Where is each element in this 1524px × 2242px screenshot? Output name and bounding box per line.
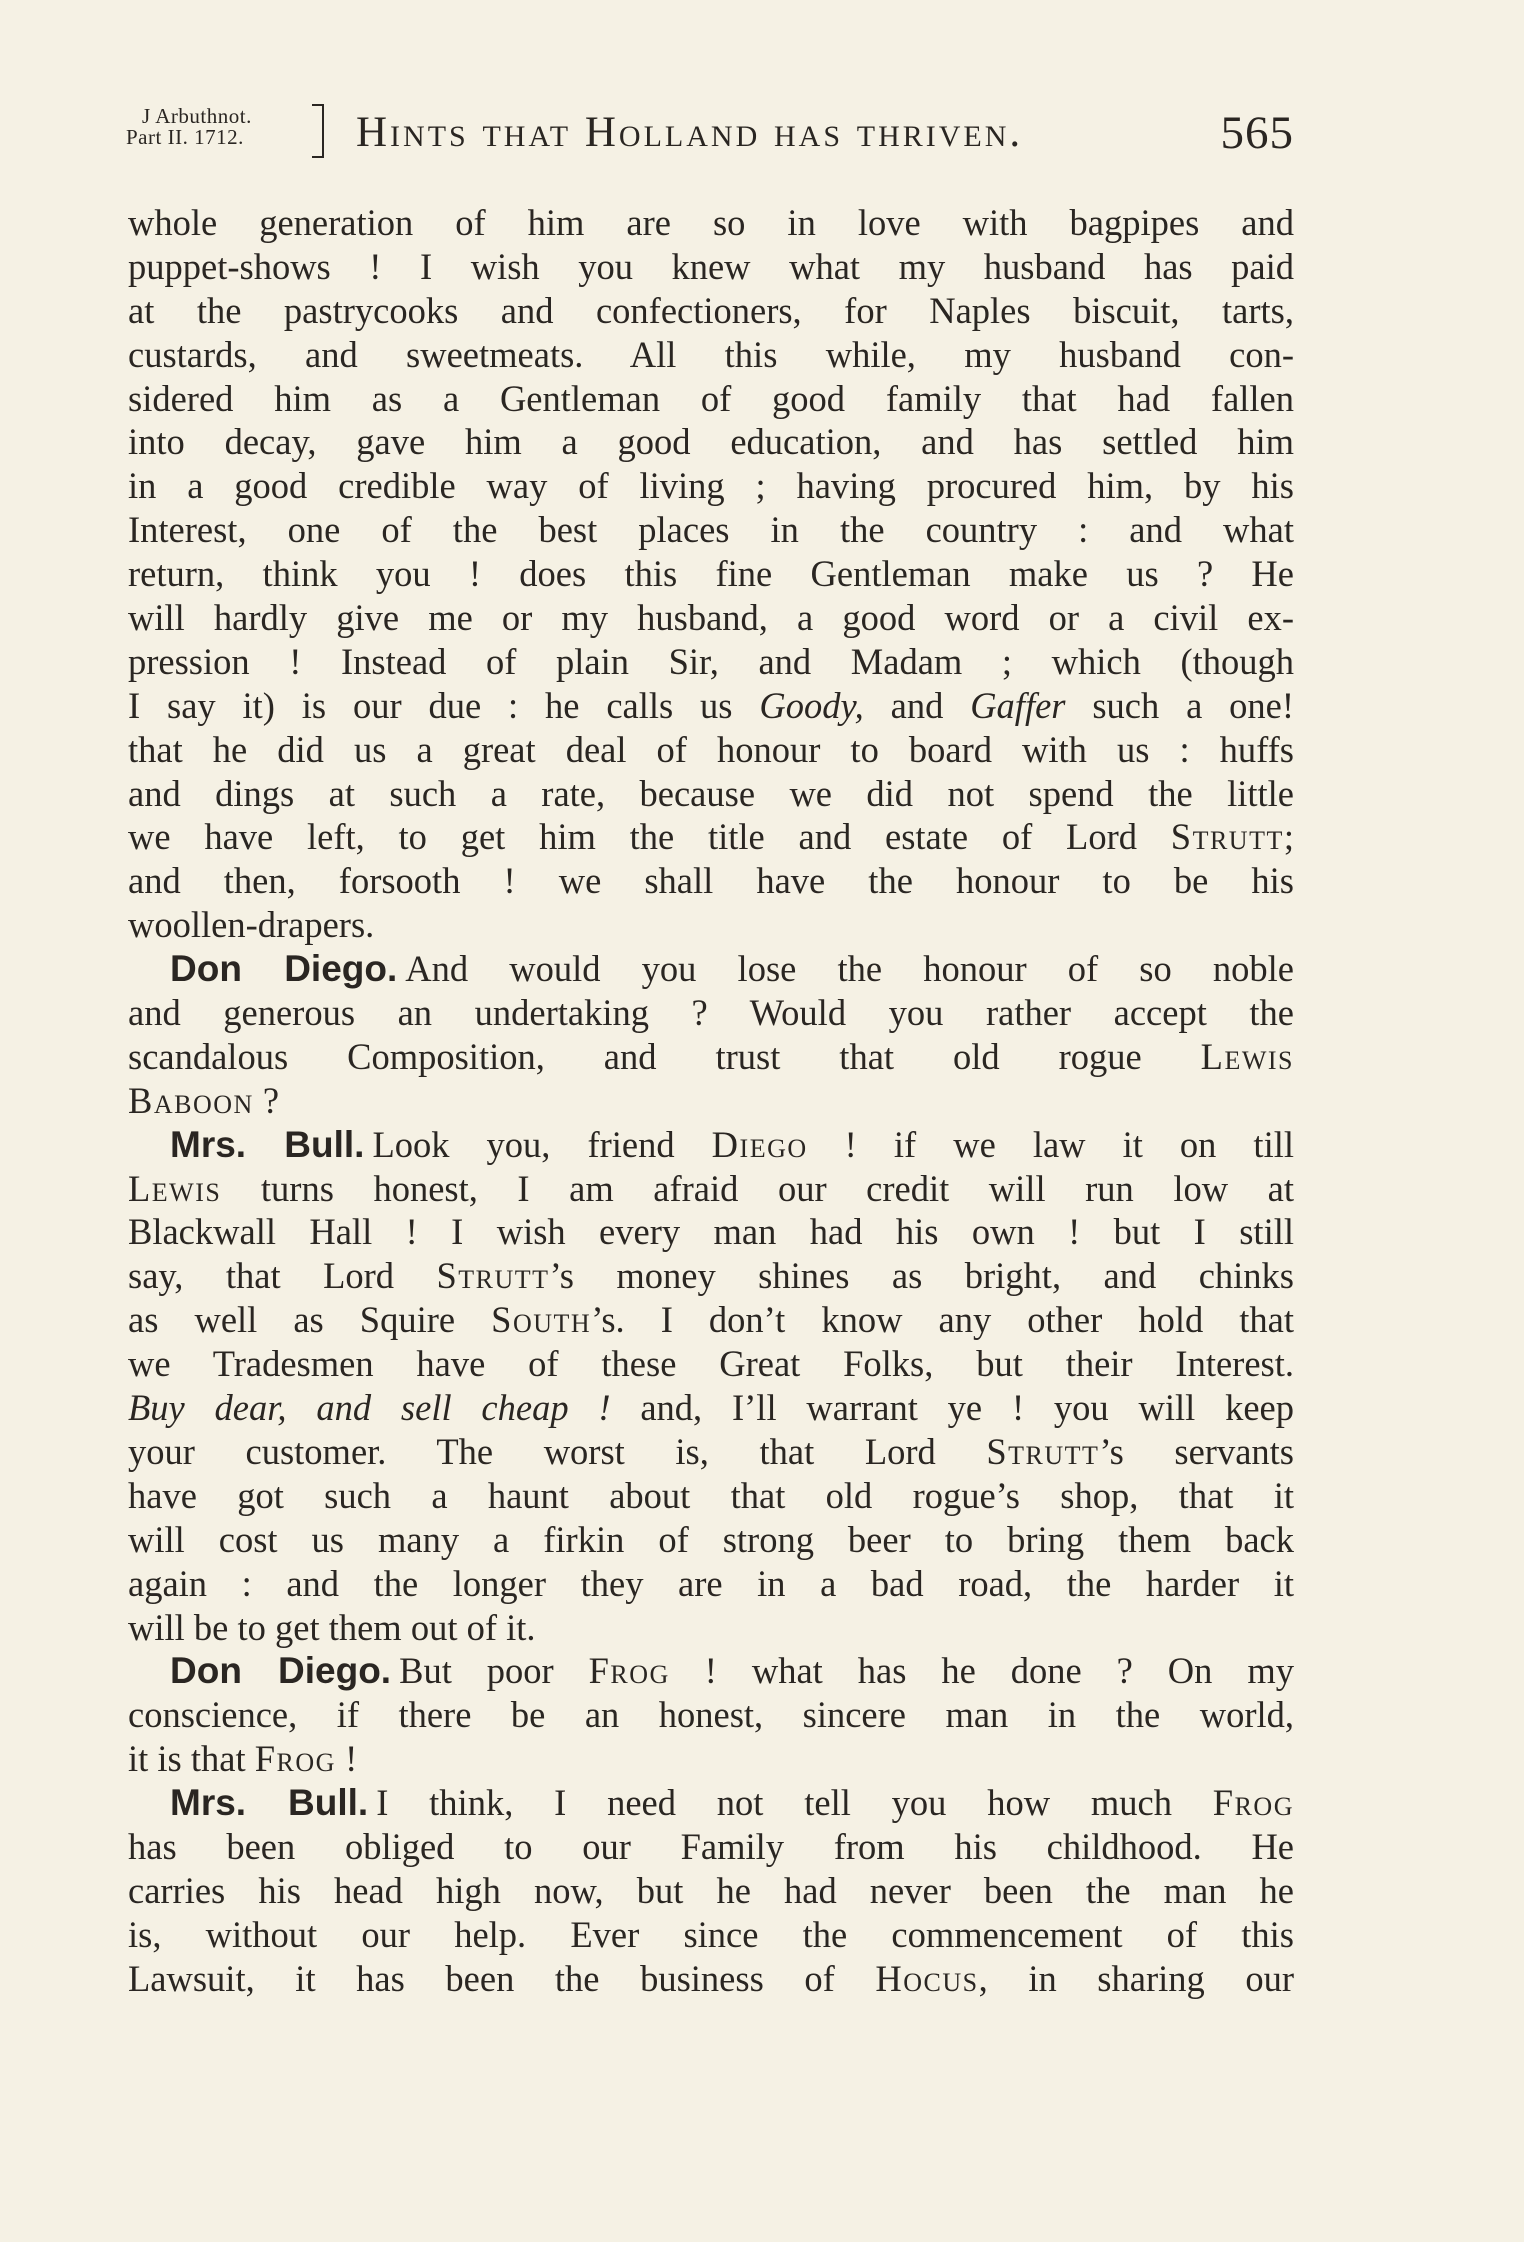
text-span: scandalous Composition, and trust that old rogue [128,1035,1201,1077]
text-span: ’s servants [1099,1430,1294,1472]
text-line: into decay, gave him a good education, and has settled him [128,421,1294,463]
text-span: Lawsuit, it has been the business of [128,1957,876,1999]
text-line: pression ! Instead of plain Sir, and Madam ; which (though [128,640,1294,682]
small-caps-name: Frog [1212,1782,1294,1824]
text-span: I say it) is our due : he calls us [128,684,760,726]
small-caps-name: Strutt [986,1430,1100,1472]
small-caps-name: Diego [711,1123,808,1165]
side-note-author: J Arbuthnot. [142,104,252,128]
text-line: will be to get them out of it. [128,1606,536,1648]
text-line: again : and the longer they are in a bad road, the harder it [128,1562,1294,1604]
text-line: have got such a haunt about that old rogue’s shop, that it [128,1474,1294,1516]
text-line: woollen-drapers. [128,904,375,946]
text-line: that he did us a great deal of honour to board with us : huffs [128,728,1294,770]
text-span: ? [253,1079,280,1121]
body-text [128,201,1294,2001]
running-header [126,100,1294,166]
text-line [128,1123,1294,1167]
text-span: But poor [399,1650,589,1692]
small-caps-name: Lewis [128,1167,222,1209]
small-caps-name: Frog [588,1650,670,1692]
text-line: and then, forsooth ! we shall have the honour to be his [128,860,1294,902]
text-span: ’s money shines as bright, and chinks [549,1255,1294,1297]
text-line: puppet-shows ! I wish you knew what my husband has paid [128,245,1294,287]
text-line [128,1298,1294,1342]
text-line: and generous an undertaking ? Would you rather accept the [128,992,1294,1034]
text-span: your customer. The worst is, that Lord [128,1430,987,1472]
text-span: say, that Lord [128,1255,437,1297]
text-span: it is that [128,1738,255,1780]
italic-text: Gaffer [970,684,1066,726]
text-line: carries his head high now, but he had never been the man he [128,1869,1294,1911]
text-line [128,1737,1294,1781]
text-span: such a one! [1065,684,1294,726]
text-span: we have left, to get him the title and estate of Lord [128,816,1171,858]
text-line [128,1957,1294,2001]
running-title: Hints that Holland has thriven. [356,109,1024,156]
speaker-name: Don Diego. [170,1650,392,1692]
text-line: has been obliged to our Family from his childhood. He [128,1825,1294,1867]
small-caps-name: Lewis [1200,1035,1294,1077]
text-line: and dings at such a rate, because we did not spend the little [128,772,1294,814]
speaker-name: Mrs. Bull. [170,1123,365,1165]
text-line: will cost us many a firkin of strong beer to bring them back [128,1518,1294,1560]
text-span: ; [1283,816,1294,858]
speaker-name: Don Diego. [170,948,398,990]
small-caps-name: Baboon [128,1079,254,1121]
text-span: and, I’ll warrant ye ! you will keep [610,1387,1294,1429]
text-line: conscience, if there be an honest, sincere man in the world, [128,1694,1294,1736]
text-span: ! if we law it on till [807,1123,1294,1165]
text-line: return, think you ! does this fine Gentleman make us ? He [128,553,1294,595]
small-caps-name: Hocus [875,1957,979,1999]
text-line [128,1430,1294,1474]
text-line: Interest, one of the best places in the country : and what [128,509,1294,551]
text-span: ! [335,1738,358,1780]
text-line: Blackwall Hall ! I wish every man had his own ! but I still [128,1211,1294,1253]
italic-text: Buy dear, and sell cheap ! [128,1387,611,1429]
text-span: turns honest, I am afraid our credit will run low at [221,1167,1294,1209]
small-caps-name: Frog [254,1738,336,1780]
text-span: And would you lose the honour of so noble [405,948,1294,990]
text-line: in a good credible way of living ; having procured him, by his [128,465,1294,507]
text-span: Look you, friend [372,1123,712,1165]
small-caps-name: Strutt [436,1255,550,1297]
text-line [128,1254,1294,1298]
side-note-part-date: Part II. 1712. [126,125,244,149]
text-line [128,815,1294,859]
side-note [126,106,252,148]
small-caps-name: South [491,1299,592,1341]
text-line: custards, and sweetmeats. All this while, my husband con- [128,333,1294,375]
text-span: ’s. I don’t know any other hold that [591,1299,1294,1341]
text-line: sidered him as a Gentleman of good family that had fallen [128,377,1294,419]
text-line: is, without our help. Ever since the commencement of this [128,1913,1294,1955]
text-line: at the pastrycooks and confectioners, for Naples biscuit, tarts, [128,289,1294,331]
text-line: we Tradesmen have of these Great Folks, but their Interest. [128,1343,1294,1385]
small-caps-name: Strutt [1170,816,1284,858]
text-line: will hardly give me or my husband, a good word or a civil ex- [128,597,1294,639]
text-line [128,1649,1294,1693]
text-line [128,947,1294,991]
italic-text: Goody, [759,684,864,726]
text-span: I think, I need not tell you how much [376,1782,1213,1824]
text-span: and [863,684,971,726]
text-span: as well as Squire [128,1299,492,1341]
header-bracket [312,104,324,158]
text-line [128,1079,1294,1123]
text-line [128,684,1294,728]
speaker-name: Mrs. Bull. [170,1782,369,1824]
text-line [128,1167,1294,1211]
text-line [128,1386,1294,1430]
text-span: , in sharing our [978,1957,1294,1999]
text-line [128,1035,1294,1079]
text-line: whole generation of him are so in love with bagpipes and [128,202,1294,243]
text-span: ! what has he done ? On my [669,1650,1294,1692]
page-number: 565 [1220,107,1294,159]
text-line [128,1781,1294,1825]
